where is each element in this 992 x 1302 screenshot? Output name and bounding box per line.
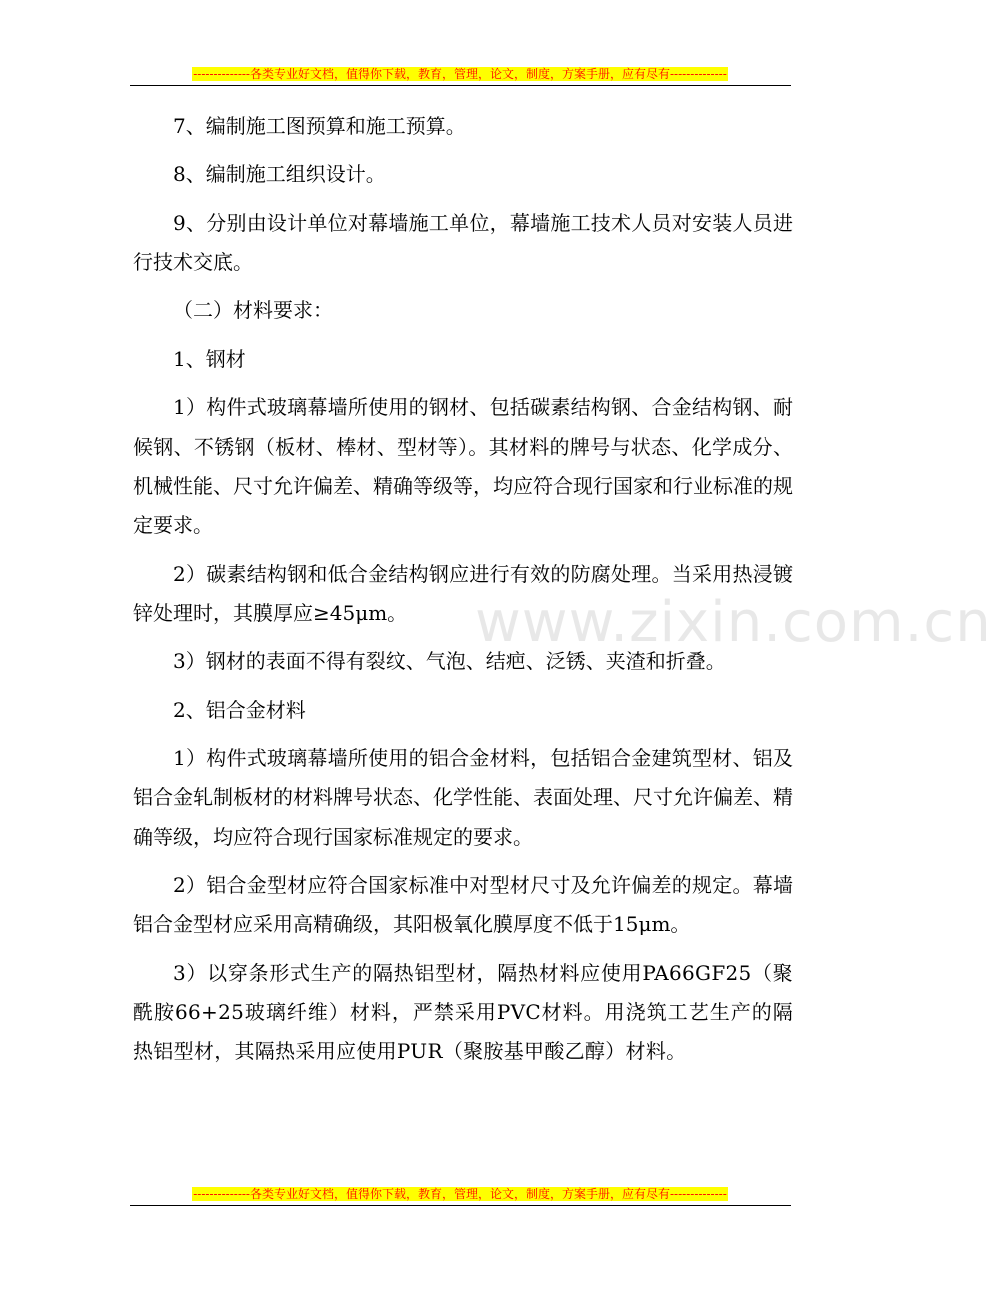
footer-banner-text: --------------各类专业好文档，值得你下载，教育，管理，论文，制度，方案手册，应有尽有-------------- [193,1187,727,1201]
header-banner [0,66,920,82]
header-divider [130,85,791,86]
paragraph-item-7: 7、编制施工图预算和施工预算。 [173,114,466,138]
watermark: www.zixin.com.cn [475,590,992,655]
paragraph-item-9: 9、分别由设计单位对幕墙施工单位，幕墙施工技术人员对安装人员进行技术交底。 [133,210,793,275]
header-banner-text: --------------各类专业好文档，值得你下载，教育，管理，论文，制度，方案手册，应有尽有-------------- [193,67,727,81]
paragraph-item-8: 8、编制施工组织设计。 [173,162,386,187]
footer-banner [0,1186,920,1202]
paragraph-steel-3: 3）钢材的表面不得有裂纹、气泡、结疤、泛锈、夹渣和折叠。 [173,649,726,674]
paragraph-aluminum-1: 1）构件式玻璃幕墙所使用的铝合金材料，包括铝合金建筑型材、铝及铝合金轧制板材的材料牌号状态、化学性能、表面处理、尺寸允许偏差、精确等级，均应符合现行国家标准规定的要求。 [133,746,793,849]
paragraph-steel-2: 2）碳素结构钢和低合金结构钢应进行有效的防腐处理。当采用热浸镀锌处理时，其膜厚应≥45μm。 [133,561,793,625]
footer-divider [130,1205,791,1206]
subheading-steel: 1、钢材 [173,346,246,371]
section-heading-materials: （二）材料要求： [173,298,333,323]
paragraph-aluminum-3: 3）以穿条形式生产的隔热铝型材，隔热材料应使用PA66GF25（聚酰胺66+25玻璃纤维）材料，严禁采用PVC材料。用浇筑工艺生产的隔热铝型材，其隔热采用应使用PUR（聚胺基甲酸乙醇）材料。 [133,960,793,1064]
document-body [133,107,793,1081]
paragraph-aluminum-2: 2）铝合金型材应符合国家标准中对型材尺寸及允许偏差的规定。幕墙铝合金型材应采用高精确级，其阳极氧化膜厚度不低于15μm。 [133,872,793,937]
subheading-aluminum: 2、铝合金材料 [173,697,306,722]
paragraph-steel-1: 1）构件式玻璃幕墙所使用的钢材、包括碳素结构钢、合金结构钢、耐候钢、不锈钢（板材、棒材、型材等）。其材料的牌号与状态、化学成分、机械性能、尺寸允许偏差、精确等级等，均应符合现行国家和行业标准的规定要求。 [133,395,793,538]
